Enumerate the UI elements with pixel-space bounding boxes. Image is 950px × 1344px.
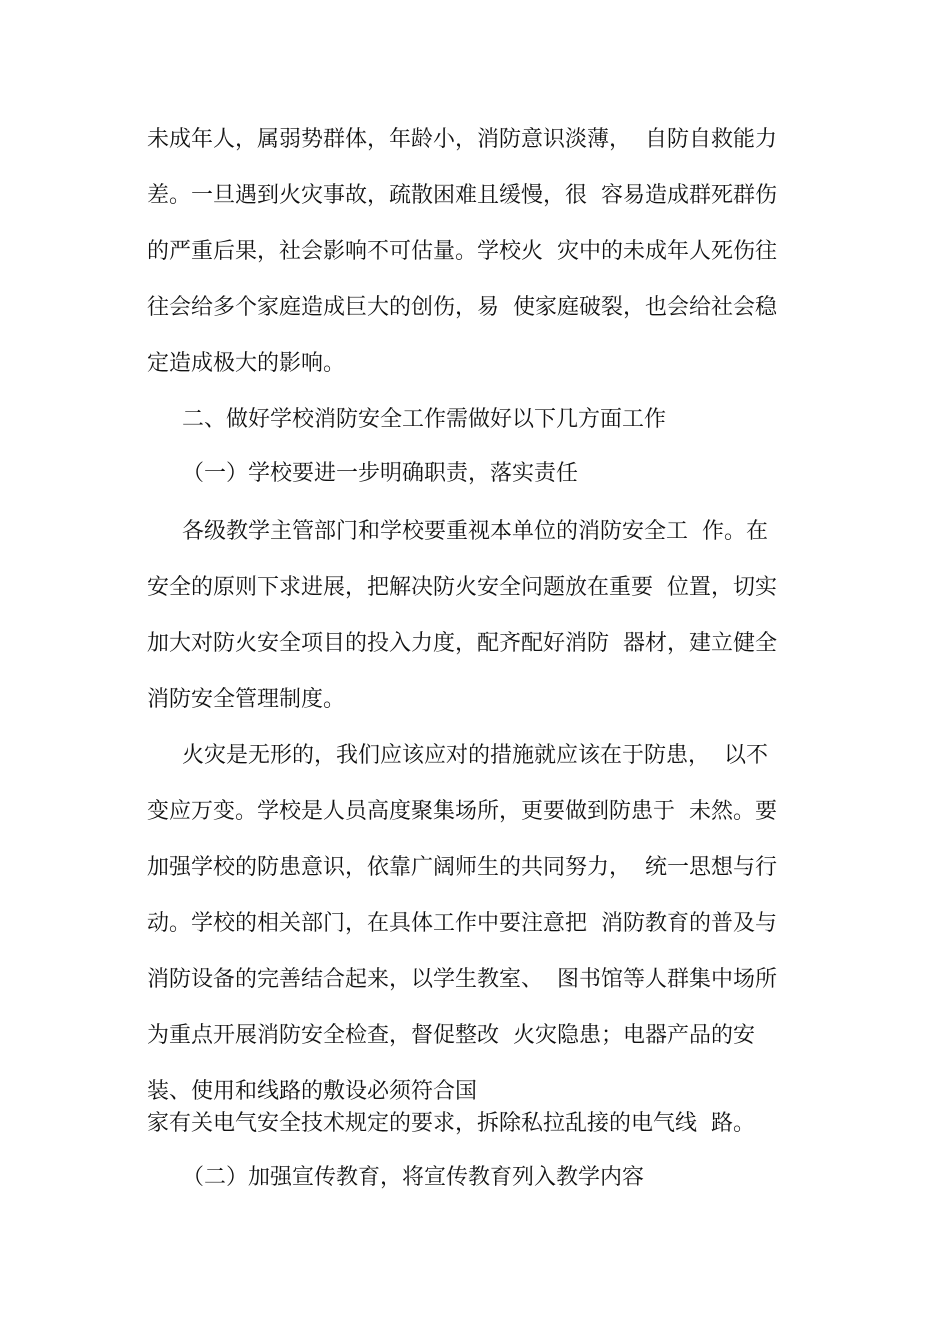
text-line: 定造成极大的影响。	[147, 351, 346, 376]
text-line: 消防安全管理制度。	[147, 687, 346, 712]
subsection-heading: （二）加强宣传教育，将宣传教育列入教学内容	[182, 1165, 645, 1190]
text-line: 火灾是无形的，我们应该应对的措施就应该在于防患， 以不	[182, 743, 768, 768]
text-line: 装、使用和线路的敷设必须符合国	[147, 1079, 478, 1104]
text-line: 消防设备的完善结合起来，以学生教室、 图书馆等人群集中场所	[147, 967, 777, 992]
text-line: 往会给多个家庭造成巨大的创伤，易 使家庭破裂，也会给社会稳	[147, 295, 777, 320]
text-line: 未成年人，属弱势群体，年龄小，消防意识淡薄， 自防自救能力	[147, 127, 777, 152]
text-line: 安全的原则下求进展，把解决防火安全问题放在重要 位置，切实	[147, 575, 777, 600]
text-line: 差。一旦遇到火灾事故，疏散困难且缓慢，很 容易造成群死群伤	[147, 183, 777, 208]
text-line: 家有关电气安全技术规定的要求，拆除私拉乱接的电气线 路。	[147, 1111, 755, 1136]
text-line: 加大对防火安全项目的投入力度，配齐配好消防 器材，建立健全	[147, 631, 777, 656]
text-line: 动。学校的相关部门，在具体工作中要注意把 消防教育的普及与	[147, 911, 777, 936]
text-line: 各级教学主管部门和学校要重视本单位的消防安全工 作。在	[182, 519, 768, 544]
text-line: 为重点开展消防安全检查，督促整改 火灾隐患；电器产品的安	[147, 1023, 755, 1048]
text-line: 的严重后果，社会影响不可估量。学校火 灾中的未成年人死伤往	[147, 239, 777, 264]
text-line: 加强学校的防患意识，依靠广阔师生的共同努力， 统一思想与行	[147, 855, 777, 880]
subsection-heading: （一）学校要进一步明确职责，落实责任	[182, 461, 579, 486]
section-heading: 二、做好学校消防安全工作需做好以下几方面工作	[182, 407, 667, 432]
text-line: 变应万变。学校是人员高度聚集场所，更要做到防患于 未然。要	[147, 799, 777, 824]
